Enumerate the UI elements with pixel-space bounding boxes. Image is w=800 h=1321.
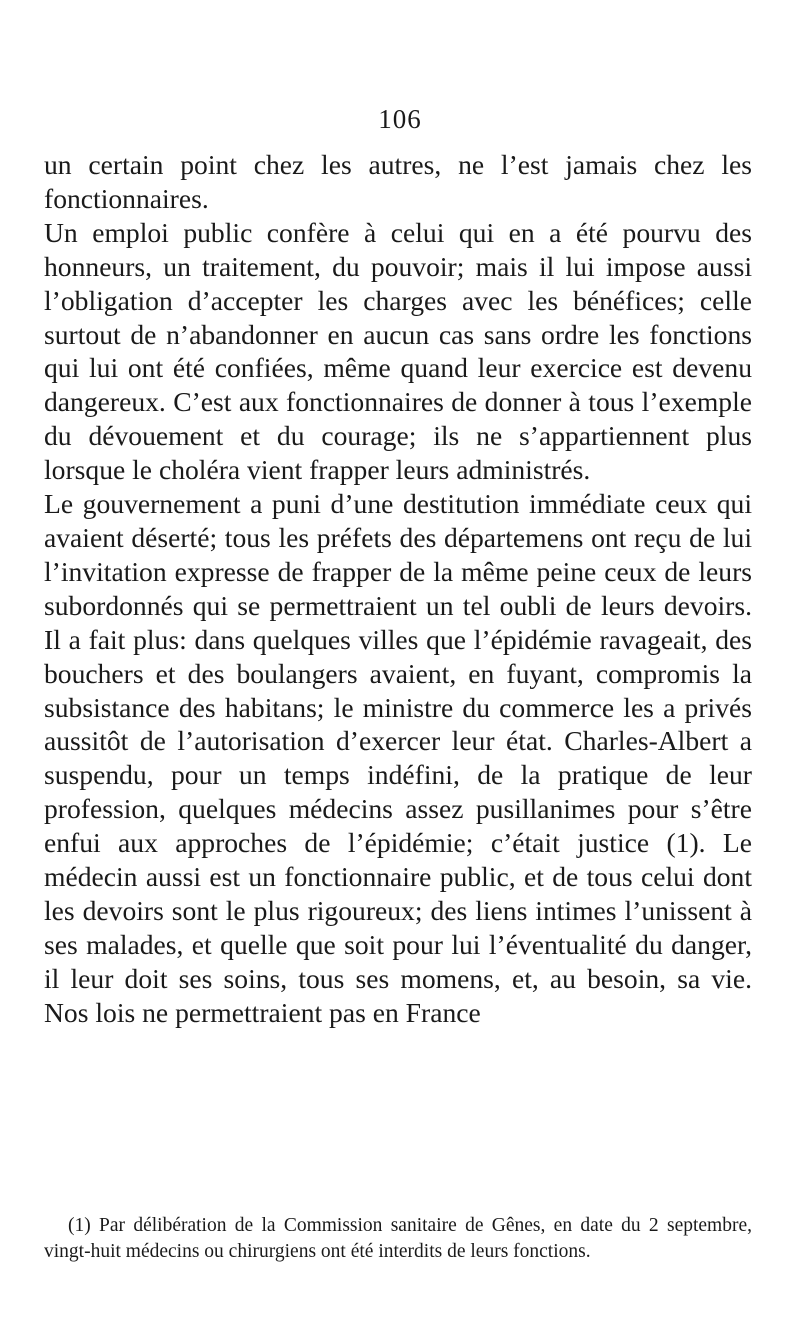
footnote [44, 1213, 752, 1264]
paragraph: un certain point chez les autres, ne l’est jamais chez les fonctionnaires. [44, 149, 752, 214]
footnote-text: (1) Par délibération de la Commission sanitaire de Gênes, en date du 2 septembre, vingt-huit médecins ou chirurgiens ont été interdits de leurs fonctions. [44, 1215, 752, 1262]
main-text [44, 148, 752, 1030]
page-number: 106 [378, 104, 422, 134]
paragraph: Le gouvernement a puni d’une destitution immédiate ceux qui avaient déserté; tous les préfets des départemens ont reçu de lui l’invitation expresse de frapper de la même peine ceux de leurs subordonnés qui se permettraient un tel oubli de leurs devoirs. Il a fait plus: dans quelques villes que l’épidémie ravageait, des bouchers et des boulangers avaient, en fuyant, compromis la subsistance des habitans; le ministre du commerce les a privés aussitôt de l’autorisation d’exercer leur état. Charles-Albert a suspendu, pour un temps indéfini, de la pratique de leur profession, quelques médecins assez pusillanimes pour s’être enfui aux approches de l’épidémie; c’était justice (1). Le médecin aussi est un fonctionnaire public, et de tous celui dont les devoirs sont le plus rigoureux; des liens intimes l’unissent à ses malades, et quelle que soit pour lui l’éventualité du danger, il leur doit ses soins, tous ses momens, et, au besoin, sa vie. Nos lois ne permettraient pas en France [44, 488, 752, 1028]
paragraph: Un emploi public confère à celui qui en a été pourvu des honneurs, un traitement, du pouvoir; mais il lui impose aussi l’obligation d’accepter les charges avec les bénéfices; celle surtout de n’abandonner en aucun cas sans ordre les fonctions qui lui ont été confiées, même quand leur exercice est devenu dangereux. C’est aux fonctionnaires de donner à tous l’exemple du dévouement et du courage; ils ne s’appartiennent plus lorsque le choléra vient frapper leurs administrés. [44, 216, 752, 486]
